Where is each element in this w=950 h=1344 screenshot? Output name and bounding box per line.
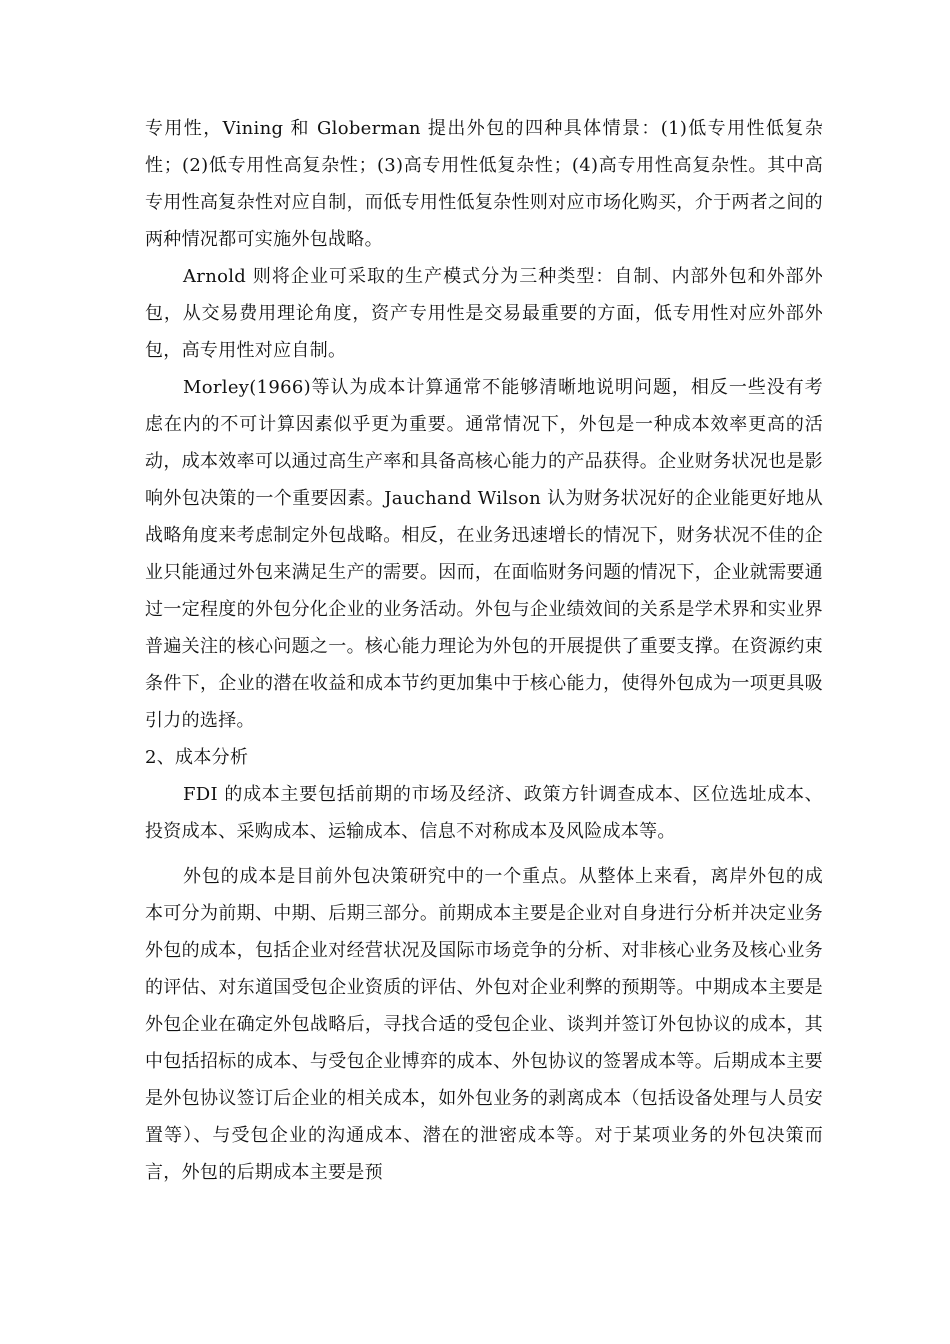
paragraph-fdi-cost: FDI 的成本主要包括前期的市场及经济、政策方针调查成本、区位选址成本、投资成本、采购成本、运输成本、信息不对称成本及风险成本等。	[145, 784, 823, 842]
paragraph-morley: Morley(1966)等认为成本计算通常不能够清晰地说明问题，相反一些没有考虑在内的不可计算因素似乎更为重要。通常情况下，外包是一种成本效率更高的活动，成本效率可以通过高生产率和具备高核心能力的产品获得。企业财务状况也是影响外包决策的一个重要因素。Jauchand Wilson 认为财务状况好的企业能更好地从战略角度来考虑制定外包战略。相反，在业务迅速增长的情况下，财务状况不佳的企业只能通过外包来满足生产的需要。因而，在面临财务问题的情况下，企业就需要通过一定程度的外包分化企业的业务活动。外包与企业绩效间的关系是学术界和实业界普遍关注的核心问题之一。核心能力理论为外包的开展提供了重要支撑。在资源约束条件下，企业的潜在收益和成本节约更加集中于核心能力，使得外包成为一项更具吸引力的选择。	[145, 377, 823, 731]
document-body	[145, 110, 823, 1191]
paragraph-outsourcing-cost: 外包的成本是目前外包决策研究中的一个重点。从整体上来看，离岸外包的成本可分为前期、中期、后期三部分。前期成本主要是企业对自身进行分析并决定业务外包的成本，包括企业对经营状况及国际市场竞争的分析、对非核心业务及核心业务的评估、对东道国受包企业资质的评估、外包对企业利弊的预期等。中期成本主要是外包企业在确定外包战略后，寻找合适的受包企业、谈判并签订外包协议的成本，其中包括招标的成本、与受包企业博弈的成本、外包协议的签署成本等。后期成本主要是外包协议签订后企业的相关成本，如外包业务的剥离成本（包括设备处理与人员安置等）、与受包企业的沟通成本、潜在的泄密成本等。对于某项业务的外包决策而言，外包的后期成本主要是预	[145, 866, 823, 1183]
paragraph-arnold: Arnold 则将企业可采取的生产模式分为三种类型：自制、内部外包和外部外包，从交易费用理论角度，资产专用性是交易最重要的方面，低专用性对应外部外包，高专用性对应自制。	[145, 266, 823, 361]
paragraph-specificity-scenarios: 专用性，Vining 和 Globerman 提出外包的四种具体情景：(1)低专用性低复杂性；(2)低专用性高复杂性；(3)高专用性低复杂性；(4)高专用性高复杂性。其中高专用性高复杂性对应自制，而低专用性低复杂性则对应市场化购买，介于两者之间的两种情况都可实施外包战略。	[145, 118, 823, 250]
section-heading-cost-analysis: 2、成本分析	[145, 747, 249, 768]
